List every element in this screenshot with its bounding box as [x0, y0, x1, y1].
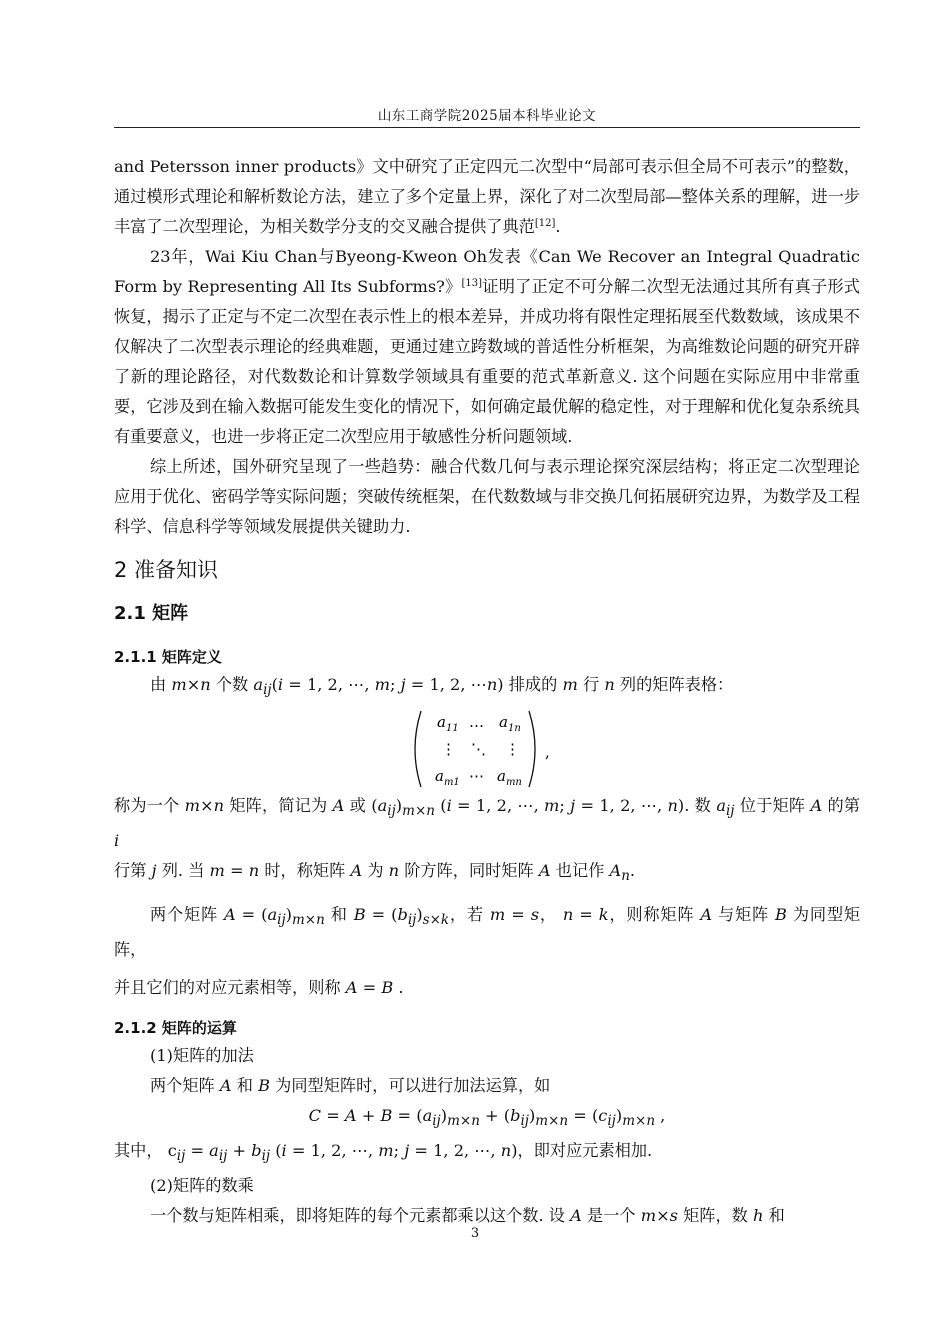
matrix-entry: $a_{mn}$ [497, 767, 522, 789]
document-body [114, 152, 860, 1231]
addition-formula: $C = A + B = (a_{ij})_{m\times n} + (b_{ij})_{m\times n} = (c_{ij})_{m\times n}$ , [308, 1105, 666, 1130]
scalar-line: 一个数与矩阵相乘，即将矩阵的每个元素都乘以这个数. 设 A 是一个 m×s 矩阵，数 h 和 [150, 1206, 785, 1226]
addition-title: (1)矩阵的加法 [150, 1045, 254, 1065]
section-heading-2: 2 准备知识 [114, 558, 219, 582]
matrix-entry: … [469, 713, 484, 732]
definition-line-3: 行第 j 列. 当 m = n 时，称矩阵 A 为 n 阶方阵，同时矩阵 A 也记作 $A_n$. [114, 861, 636, 885]
page-number: 3 [470, 1226, 480, 1241]
matrix-entry: ⋮ [505, 740, 520, 759]
running-header: 山东工商学院2025届本科毕业论文 [377, 108, 597, 124]
definition-line-2: 称为一个 m×n 矩阵，简记为 A 或 $(a_{ij})_{m\times n}$ (i = 1, 2, ⋯, m; j = 1, 2, ⋯, n). 数 $a_{ij}$ 位于矩阵 A 的第 i [114, 796, 860, 851]
matrix-entry: ⋯ [469, 767, 484, 786]
addition-line: 两个矩阵 A 和 B 为同型矩阵时，可以进行加法运算，如 [150, 1075, 551, 1095]
paragraph-2: 23年，Wai Kiu Chan与Byeong-Kweon Oh发表《Can We Recover an Integral Quadratic Form by Representing All Its Subforms?》[13]证明了正定不可分解二次型无法通过其所有真子形式恢复，揭示了正定与不定二次型在表示性上的根本差异，并成功将有限性定理拓展至代数数域，该成果不仅解决了二次型表示理论的经典难题，更通过建立跨数域的普适性分析框架，为高维数论问题的研究开辟了新的理论路径，对代数数论和计算数学领域具有重要的范式革新意义. 这个问题在实际应用中非常重要，它涉及到在输入数据可能发生变化的情况下，如何确定最优解的稳定性，对于理解和优化复杂系统具有重要意义，也进一步将正定二次型应用于敏感性分析问题领域. [114, 247, 860, 446]
paragraph-3: 综上所述，国外研究呈现了一些趋势：融合代数几何与表示理论探究深层结构；将正定二次型理论应用于优化、密码学等实际问题；突破传统框架，在代数数域与非交换几何拓展研究边界，为数学及工程科学、信息科学等领域发展提供关键助力. [114, 457, 860, 536]
addition-explanation: 其中， $c_{ij} = a_{ij} + b_{ij}$ (i = 1, 2, ⋯, m; j = 1, 2, ⋯, n)，即对应元素相加. [114, 1141, 653, 1165]
matrix-entry: ⋱ [471, 740, 486, 759]
scalar-title: (2)矩阵的数乘 [150, 1176, 254, 1196]
left-parenthesis [415, 711, 421, 787]
matrix-entry: $a_{1n}$ [499, 713, 521, 735]
matrix-display [114, 707, 860, 791]
definition-line-4: 两个矩阵 $A = (a_{ij})_{m\times n}$ 和 $B = (b_{ij})_{s\times k}$，若 m = s， n = k，则称矩阵 A 与矩阵 B 为同型矩阵， [114, 904, 861, 959]
citation-12: [12] [534, 218, 556, 229]
header-rule [114, 127, 860, 128]
matrix-entry: $a_{m1}$ [435, 767, 460, 789]
definition-line-1: 由 m×n 个数 $a_{ij}(i = 1$, 2, ⋯, m; j = 1, 2, ⋯n) 排成的 m 行 n 列的矩阵表格： [150, 675, 734, 699]
matrix-svg [407, 707, 567, 791]
section-heading-2-1-1: 2.1.1 矩阵定义 [114, 648, 222, 666]
matrix-comma: , [545, 743, 550, 762]
definition-line-5: 并且它们的对应元素相等，则称 A = B . [114, 977, 404, 997]
section-heading-2-1-2: 2.1.2 矩阵的运算 [114, 1018, 237, 1037]
paragraph-1: and Petersson inner products》文中研究了正定四元二次型中“局部可表示但全局不可表示”的整数，通过模形式理论和解析数论方法，建立了多个定量上界，深化了对二次型局部—整体关系的理解，进一步丰富了二次型理论，为相关数学分支的交叉融合提供了典范[12]. [114, 157, 860, 236]
matrix-entry: ⋮ [441, 740, 456, 759]
citation-13: [13] [461, 278, 483, 289]
matrix-entry: $a_{11}$ [437, 713, 459, 735]
right-parenthesis [529, 711, 535, 787]
section-heading-2-1: 2.1 矩阵 [114, 603, 189, 624]
